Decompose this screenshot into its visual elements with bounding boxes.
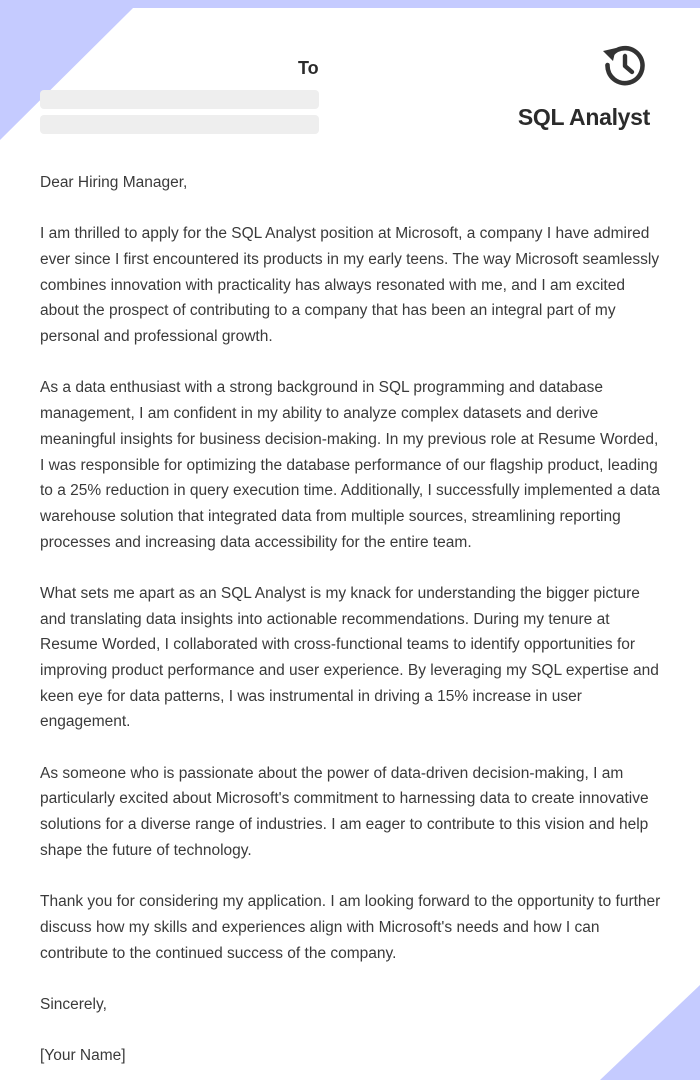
- recipient-to-label: To: [298, 58, 319, 78]
- recipient-name-placeholder: [40, 90, 319, 109]
- letter-paragraph: I am thrilled to apply for the SQL Analyst position at Microsoft, a company I have admired ever since I first encountered its products in my early teens. The way Microsoft seamlessly combines innovation with practicality has always resonated with me, and I am excited about the prospect of contributing to a company that has been an integral part of my personal and professional growth.: [40, 225, 660, 346]
- letter-greeting: Dear Hiring Manager,: [40, 174, 188, 191]
- job-title-heading: SQL Analyst: [517, 104, 650, 130]
- letter-paragraph: As a data enthusiast with a strong background in SQL programming and database management, I am confident in my ability to analyze complex datasets and derive meaningful insights for business decision-making. In my previous role at Resume Worded, I was responsible for optimizing the database performance of our flagship product, leading to a 25% reduction in query execution time. Additionally, I successfully implemented a data warehouse solution that integrated data from multiple sources, streamlining reporting processes and increasing data accessibility for the entire team.: [40, 379, 661, 551]
- letter-signature: [Your Name]: [40, 1047, 126, 1065]
- letter-body: [40, 170, 665, 1069]
- letter-paragraph: As someone who is passionate about the power of data-driven decision-making, I am particularly excited about Microsoft's commitment to harnessing data to create innovative solutions for a diverse range of industries. I am eager to contribute to this vision and help shape the future of technology.: [40, 764, 649, 859]
- recipient-address-placeholder: [40, 115, 319, 134]
- letter-paragraph: Thank you for considering my application. I am looking forward to the opportunity to further discuss how my skills and experiences align with Microsoft's needs and how I can contribute to the continued success of the company.: [40, 893, 661, 962]
- letter-closing: Sincerely,: [40, 995, 107, 1013]
- history-icon: [602, 42, 648, 88]
- letter-paragraph: What sets me apart as an SQL Analyst is my knack for understanding the bigger picture and translating data insights into actionable recommendations. During my tenure at Resume Worded, I collaborated with cross-functional teams to identify opportunities for improving product performance and user experience. By leveraging my SQL expertise and keen eye for data patterns, I was instrumental in driving a 15% increase in user engagement.: [40, 584, 659, 731]
